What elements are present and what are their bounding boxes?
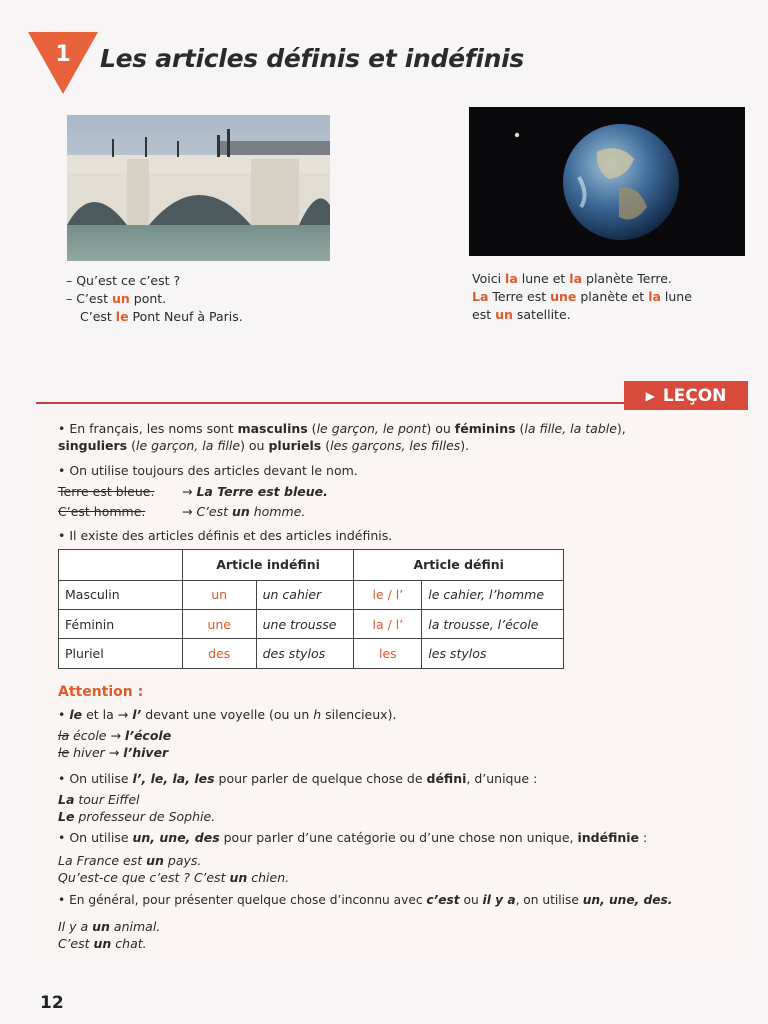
- text: chat.: [111, 936, 147, 951]
- article-highlight: un: [112, 291, 130, 306]
- caption-line: [472, 270, 692, 288]
- table-row: [59, 609, 564, 638]
- text: ),: [616, 421, 626, 436]
- text: • On utilise: [58, 830, 133, 845]
- text: ou: [459, 893, 483, 907]
- text: Il y a: [58, 919, 93, 934]
- text: professeur de Sophie.: [74, 809, 216, 824]
- indefinite-example-1: [58, 852, 201, 869]
- text: pour parler de quelque chose de: [214, 771, 427, 786]
- article-highlight: le: [115, 309, 129, 324]
- rule-indefinite: [58, 829, 647, 846]
- wrong-article: le: [58, 745, 70, 760]
- correct-example: un: [231, 504, 250, 519]
- indefinite-article: des: [182, 639, 256, 669]
- arrow: →: [117, 707, 133, 722]
- caption-text: C’est: [80, 309, 116, 324]
- table-corner: [59, 550, 183, 581]
- defined-example-2: [58, 808, 215, 825]
- caption-line: [472, 288, 692, 306]
- row-label: Masculin: [59, 580, 183, 609]
- table-header-row: [59, 550, 564, 581]
- caption-text: planète Terre.: [582, 271, 672, 286]
- text: silencieux).: [321, 707, 397, 722]
- correct-example: C’est: [196, 504, 232, 519]
- example-wrong-right-1: [58, 483, 328, 500]
- term: singuliers: [58, 438, 128, 453]
- article: Le: [58, 809, 75, 824]
- arrow: →: [182, 504, 197, 519]
- definite-example: le cahier, l’homme: [422, 580, 564, 609]
- caption-text: planète et: [576, 289, 649, 304]
- example: la fille, la table: [524, 421, 617, 436]
- caption-line: [472, 306, 692, 324]
- lecon-label: LEÇON: [662, 386, 727, 406]
- text: ) ou: [240, 438, 269, 453]
- article: un: [146, 853, 164, 868]
- text: ).: [460, 438, 470, 453]
- indefinite-example: un cahier: [256, 580, 354, 609]
- text: (: [307, 421, 317, 436]
- term: pluriels: [268, 438, 322, 453]
- rule-defined: [58, 770, 537, 787]
- term: l’, le, la, les: [132, 771, 215, 786]
- wrong-example: C’est homme.: [58, 504, 146, 519]
- article: un: [93, 936, 112, 951]
- text: ) ou: [426, 421, 455, 436]
- earth-photo: [469, 107, 745, 256]
- text: et la: [82, 707, 118, 722]
- term: indéfinie: [577, 830, 640, 845]
- example: les garçons, les filles: [330, 438, 461, 453]
- text: animal.: [109, 919, 161, 934]
- wrong-example: Terre est bleue.: [58, 484, 155, 499]
- definite-example: les stylos: [422, 639, 564, 669]
- table-row: [59, 580, 564, 609]
- example-wrong-right-2: [58, 503, 305, 520]
- term: il y a: [482, 893, 516, 907]
- text: Qu’est-ce que c’est ? C’est: [58, 870, 230, 885]
- rule-gender-number: [58, 420, 626, 437]
- rule-presenting: [58, 892, 672, 909]
- text: • On utilise: [58, 771, 133, 786]
- elision-example-2: [58, 744, 168, 761]
- lecon-divider: [36, 402, 636, 404]
- example: le garçon, la fille: [135, 438, 241, 453]
- text: •: [58, 707, 70, 722]
- arrow: →: [108, 745, 124, 760]
- play-arrow-icon: ▶: [645, 389, 655, 403]
- term: un, une, des: [132, 830, 220, 845]
- term: h: [313, 707, 322, 722]
- text: :: [639, 830, 648, 845]
- attention-heading: Attention :: [58, 684, 144, 700]
- page-title: Les articles définis et indéfinis: [100, 44, 524, 73]
- rule-articles-required: • On utilise toujours des articles devant le nom.: [58, 463, 358, 478]
- indefinite-example: des stylos: [256, 639, 354, 669]
- text: chien.: [247, 870, 290, 885]
- text: (: [515, 421, 525, 436]
- definite-article: les: [354, 639, 422, 669]
- text: devant une voyelle (ou un: [141, 707, 314, 722]
- caption-answer: [66, 290, 243, 308]
- text: pays.: [163, 853, 202, 868]
- text: école: [69, 728, 111, 743]
- unit-number: 1: [55, 42, 71, 67]
- rule-gender-number-2: [58, 437, 469, 454]
- article: un: [229, 870, 248, 885]
- header-definite: Article défini: [354, 550, 564, 581]
- rule-elision: [58, 706, 396, 723]
- term: un, une, des.: [582, 893, 673, 907]
- article-highlight: La: [472, 289, 489, 304]
- pont-neuf-photo: [67, 115, 330, 261]
- text: (: [321, 438, 331, 453]
- text: (: [127, 438, 136, 453]
- text: C’est: [58, 936, 94, 951]
- page-number: 12: [40, 993, 64, 1013]
- term: l’: [132, 707, 142, 722]
- definite-example: la trousse, l’école: [422, 609, 564, 638]
- header-indefinite: Article indéfini: [182, 550, 354, 581]
- correct-form: l’hiver: [123, 745, 169, 760]
- indefinite-article: un: [182, 580, 256, 609]
- caption-text: pont.: [129, 291, 167, 306]
- caption-text: – C’est: [66, 291, 113, 306]
- elision-example-1: [58, 727, 171, 744]
- caption-text: lune: [660, 289, 692, 304]
- table-row: [59, 639, 564, 669]
- caption-text: Pont Neuf à Paris.: [128, 309, 243, 324]
- articles-table: [58, 549, 564, 669]
- indefinite-example: une trousse: [256, 609, 354, 638]
- term: le: [69, 707, 83, 722]
- text: , on utilise: [515, 893, 583, 907]
- text: , d’unique :: [466, 771, 538, 786]
- caption-text: Terre est: [488, 289, 551, 304]
- row-label: Féminin: [59, 609, 183, 638]
- presenting-example-2: [58, 935, 147, 952]
- article-highlight: la: [648, 289, 661, 304]
- definite-article: le / l’: [354, 580, 422, 609]
- caption-text: est: [472, 307, 496, 322]
- example: le garçon, le pont: [316, 421, 427, 436]
- correct-example: homme.: [249, 504, 306, 519]
- caption-answer-2: [66, 308, 243, 326]
- text: La France est: [58, 853, 147, 868]
- earth-caption: [472, 270, 692, 324]
- rule-two-types: • Il existe des articles définis et des articles indéfinis.: [58, 528, 393, 543]
- text: hiver: [69, 745, 109, 760]
- article: un: [92, 919, 110, 934]
- term: masculins: [237, 421, 308, 436]
- article-highlight: la: [505, 271, 518, 286]
- caption-question: – Qu’est ce c’est ?: [66, 273, 181, 288]
- indefinite-example-2: [58, 869, 289, 886]
- lecon-badge: [624, 381, 748, 411]
- term: féminins: [454, 421, 516, 436]
- correct-example: La Terre est bleue.: [196, 484, 328, 499]
- bridge-caption: [66, 272, 243, 326]
- text: • En général, pour présenter quelque chose d’inconnu avec: [58, 893, 427, 907]
- article-highlight: un: [495, 307, 513, 322]
- caption-text: lune et: [517, 271, 570, 286]
- article-highlight: une: [550, 289, 577, 304]
- wrong-article: la: [58, 728, 70, 743]
- correct-form: l’école: [124, 728, 172, 743]
- indefinite-article: une: [182, 609, 256, 638]
- article: La: [58, 792, 75, 807]
- arrow: →: [182, 484, 197, 499]
- caption-text: Voici: [472, 271, 506, 286]
- term: c’est: [426, 893, 460, 907]
- article-highlight: la: [569, 271, 583, 286]
- term: défini: [426, 771, 467, 786]
- defined-example-1: [58, 791, 140, 808]
- presenting-example-1: [58, 918, 160, 935]
- arrow: →: [110, 728, 125, 743]
- caption-text: satellite.: [512, 307, 571, 322]
- text: • En français, les noms sont: [58, 421, 238, 436]
- text: pour parler d’une catégorie ou d’une chose non unique,: [219, 830, 578, 845]
- definite-article: la / l’: [354, 609, 422, 638]
- text: tour Eiffel: [74, 792, 140, 807]
- row-label: Pluriel: [59, 639, 183, 669]
